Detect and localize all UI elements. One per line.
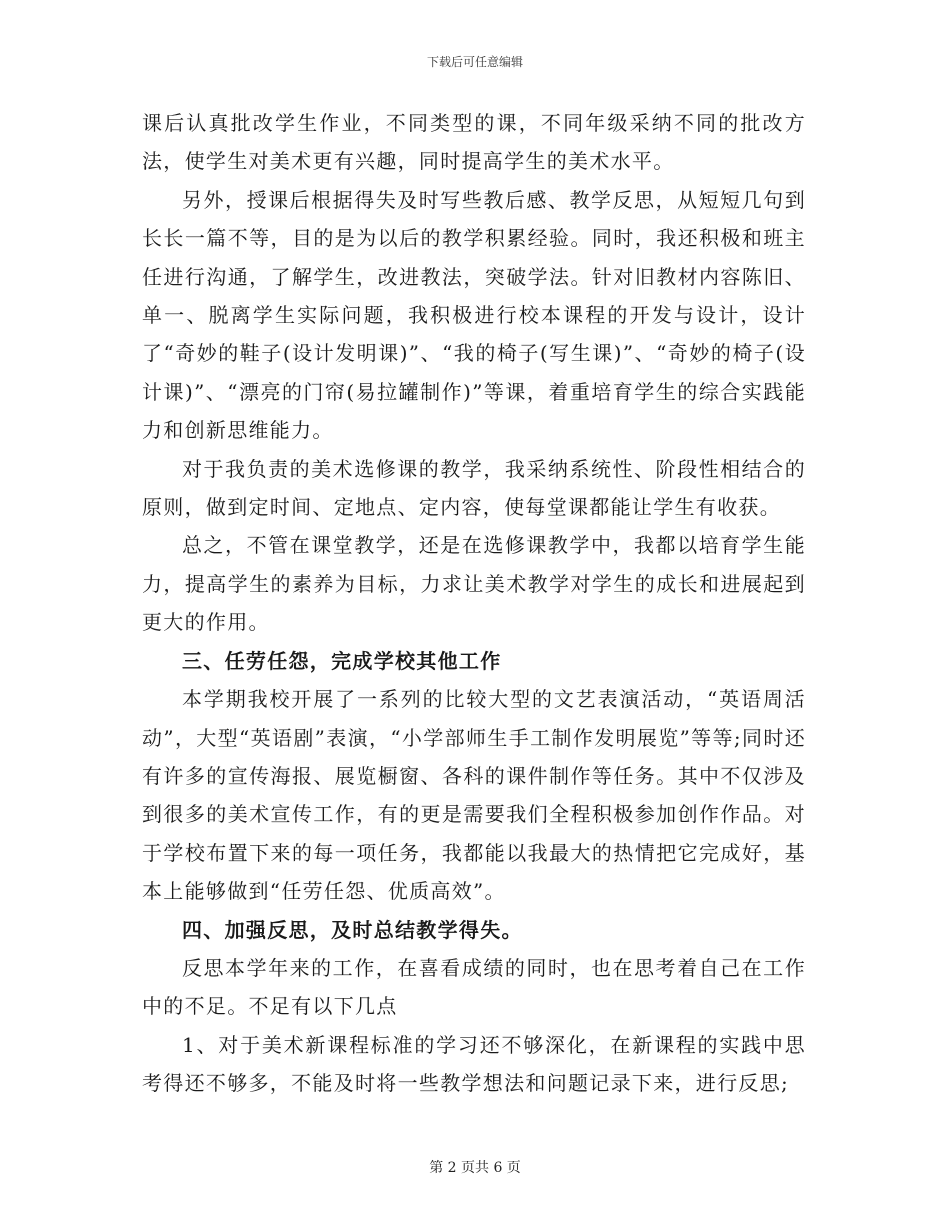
paragraph-grading: 课后认真批改学生作业，不同类型的课，不同年级采纳不同的批改方法，使学生对美术更有兴趣，同时提高学生的美术水平。 [142,111,806,174]
paragraph-summary: 总之，不管在课堂教学，还是在选修课教学中，我都以培育学生能力，提高学生的素养为目标，力求让美术教学对学生的成长和进展起到更大的作用。 [142,533,806,635]
section-heading-4: 四、加强反思，及时总结教学得失。 [182,917,523,942]
paragraph-shortcomings-intro: 反思本学年来的工作，在喜看成绩的同时，也在思考着自己在工作中的不足。不足有以下几点 [142,955,806,1019]
page-number-footer: 第 2 页共 6 页 [429,1160,521,1176]
section-heading-3: 三、任劳任怨，完成学校其他工作 [182,648,502,673]
paragraph-shortcoming-1: 1、对于美术新课程标准的学习还不够深化，在新课程的实践中思考得还不够多，不能及时将一些教学想法和问题记录下来，进行反思; [142,1032,806,1096]
page-header-note: 下载后可任意编辑 [426,55,523,69]
paragraph-reflection-curriculum: 另外，授课后根据得失及时写些教后感、教学反思，从短短几句到长长一篇不等，目的是为以后的教学积累经验。同时，我还积极和班主任进行沟通，了解学生，改进教法，突破学法。针对旧教材内容陈旧、单一、脱离学生实际问题，我积极进行校本课程的开发与设计，设计了“奇妙的鞋子(设计发明课)”、“我的椅子(写生课)”、“奇妙的椅子(设计课)”、“漂亮的门帘(易拉罐制作)”等课，着重培育学生的综合实践能力和创新思维能力。 [142,187,806,443]
paragraph-elective-course: 对于我负责的美术选修课的教学，我采纳系统性、阶段性相结合的原则，做到定时间、定地点、定内容，使每堂课都能让学生有收获。 [142,456,806,520]
document-body [142,104,806,1103]
paragraph-school-activities: 本学期我校开展了一系列的比较大型的文艺表演活动，“英语周活动”，大型“英语剧”表演，“小学部师生手工制作发明展览”等等;同时还有许多的宣传海报、展览橱窗、各科的课件制作等任务。其中不仅涉及到很多的美术宣传工作，有的更是需要我们全程积极参加创作作品。对于学校布置下来的每一项任务，我都能以我最大的热情把它完成好，基本上能够做到“任劳任怨、优质高效”。 [142,687,806,904]
